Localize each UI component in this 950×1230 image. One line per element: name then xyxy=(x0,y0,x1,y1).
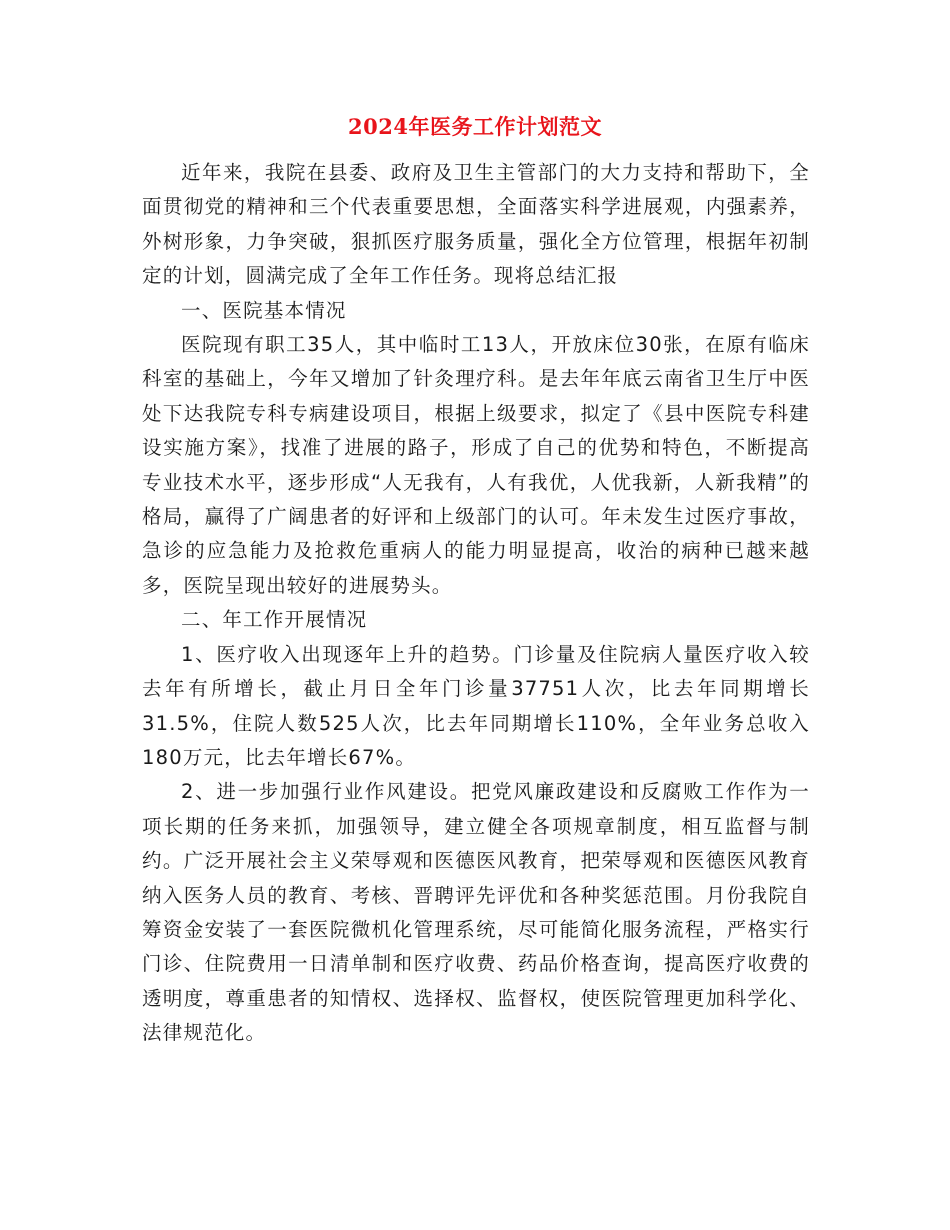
intro-paragraph: 近年来，我院在县委、政府及卫生主管部门的大力支持和帮助下，全面贯彻党的精神和三个代表重要思想，全面落实科学进展观，内强素养，外树形象，力争突破，狠抓医疗服务质量，强化全方位管理，根据年初制定的计划，圆满完成了全年工作任务。现将总结汇报 xyxy=(142,161,810,288)
basic-info-paragraph: 医院现有职工35人，其中临时工13人，开放床位30张，在原有临床科室的基础上，今年又增加了针灸理疗科。是去年年底云南省卫生厅中医处下达我院专科专病建设项目，根据上级要求，拟定了《县中医院专科建设实施方案》，找准了进展的路子，形成了自己的优势和特色，不断提高专业技术水平，逐步形成“人无我有，人有我优，人优我新，人新我精”的格局，赢得了广阔患者的好评和上级部门的认可。年未发生过医疗事故，急诊的应急能力及抢救危重病人的能力明显提高，收治的病种已越来越多，医院呈现出较好的进展势头。 xyxy=(142,333,810,597)
page-title: 2024年医务工作计划范文 xyxy=(348,114,602,139)
section-heading-basic-info: 一、医院基本情况 xyxy=(181,298,347,322)
medical-income-paragraph: 1、医疗收入出现逐年上升的趋势。门诊量及住院病人量医疗收入较去年有所增长，截止月日全年门诊量37751人次，比去年同期增长31.5%，住院人数525人次，比去年同期增长110%，全年业务总收入180万元，比去年增长67%。 xyxy=(142,642,810,769)
work-style-paragraph: 2、进一步加强行业作风建设。把党风廉政建设和反腐败工作作为一项长期的任务来抓，加强领导，建立健全各项规章制度，相互监督与制约。广泛开展社会主义荣辱观和医德医风教育，把荣辱观和医德医风教育纳入医务人员的教育、考核、晋聘评先评优和各种奖惩范围。月份我院自筹资金安装了一套医院微机化管理系统，尽可能简化服务流程，严格实行门诊、住院费用一日清单制和医疗收费、药品价格查询，提高医疗收费的透明度，尊重患者的知情权、选择权、监督权，使医院管理更加科学化、法律规范化。 xyxy=(142,780,810,1045)
section-heading-work-progress: 二、年工作开展情况 xyxy=(181,608,368,632)
document-body xyxy=(142,156,810,1051)
